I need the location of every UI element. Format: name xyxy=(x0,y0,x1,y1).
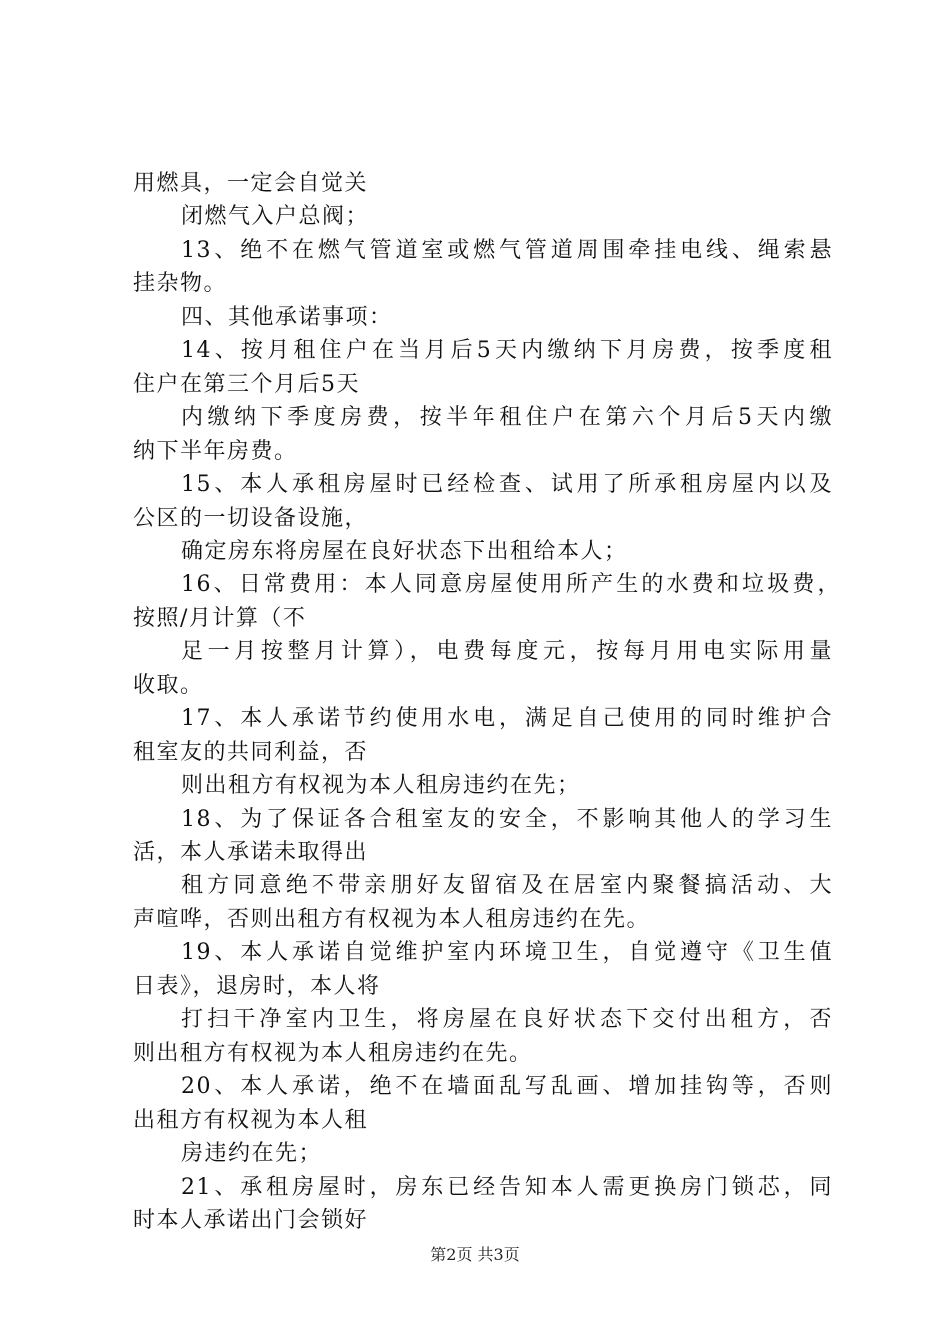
text-line: 住户在第三个月后5天 xyxy=(133,372,360,397)
text-line: 出租方有权视为本人租 xyxy=(133,1108,369,1133)
text-line: 17、本人承诺节约使用水电，满足自己使用的同时维护合 xyxy=(181,706,833,731)
text-line: 14、按月租住户在当月后5天内缴纳下月房费，按季度租 xyxy=(181,338,833,363)
text-line: 时本人承诺出门会锁好 xyxy=(133,1208,369,1233)
text-line: 收取。 xyxy=(133,673,204,698)
text-line: 纳下半年房费。 xyxy=(133,439,298,464)
text-line: 内缴纳下季度房费，按半年租住户在第六个月后5天内缴 xyxy=(181,405,833,430)
text-line: 13、绝不在燃气管道室或燃气管道周围牵挂电线、绳索悬 xyxy=(181,238,833,263)
text-line: 16、日常费用：本人同意房屋使用所产生的水费和垃圾费， xyxy=(181,572,841,597)
text-line: 公区的一切设备设施， xyxy=(133,506,369,531)
text-line: 活，本人承诺未取得出 xyxy=(133,840,369,865)
text-line: 15、本人承租房屋时已经检查、试用了所承租房屋内以及 xyxy=(181,472,833,497)
text-line: 用燃具，一定会自觉关 xyxy=(133,171,369,196)
text-line: 闭燃气入户总阀； xyxy=(181,204,370,229)
text-line: 租室友的共同利益，否 xyxy=(133,740,369,765)
text-line: 20、本人承诺，绝不在墙面乱写乱画、增加挂钩等，否则 xyxy=(181,1074,833,1099)
text-line: 打扫干净室内卫生，将房屋在良好状态下交付出租方，否 xyxy=(181,1007,833,1032)
text-line: 则出租方有权视为本人租房违约在先； xyxy=(181,773,581,798)
text-line: 房违约在先； xyxy=(181,1141,323,1166)
text-line: 则出租方有权视为本人租房违约在先。 xyxy=(133,1041,533,1066)
text-line: 19、本人承诺自觉维护室内环境卫生，自觉遵守《卫生值 xyxy=(181,940,833,965)
text-line: 确定房东将房屋在良好状态下出租给本人； xyxy=(181,539,628,564)
text-line: 声喧哗，否则出租方有权视为本人租房违约在先。 xyxy=(133,907,651,932)
section-heading: 四、其他承诺事项： xyxy=(181,305,393,330)
text-line: 18、为了保证各合租室友的安全，不影响其他人的学习生 xyxy=(181,807,833,832)
text-line: 21、承租房屋时，房东已经告知本人需更换房门锁芯，同 xyxy=(181,1175,833,1200)
text-line: 按照/月计算（不 xyxy=(133,606,307,631)
text-line: 足一月按整月计算），电费每度元，按每月用电实际用量 xyxy=(181,639,833,664)
text-line: 挂杂物。 xyxy=(133,271,228,296)
text-line: 租方同意绝不带亲朋好友留宿及在居室内聚餐搞活动、大 xyxy=(181,873,833,898)
page-number-footer: 第2页 共3页 xyxy=(430,1245,520,1264)
text-line: 日表》，退房时，本人将 xyxy=(133,974,381,999)
